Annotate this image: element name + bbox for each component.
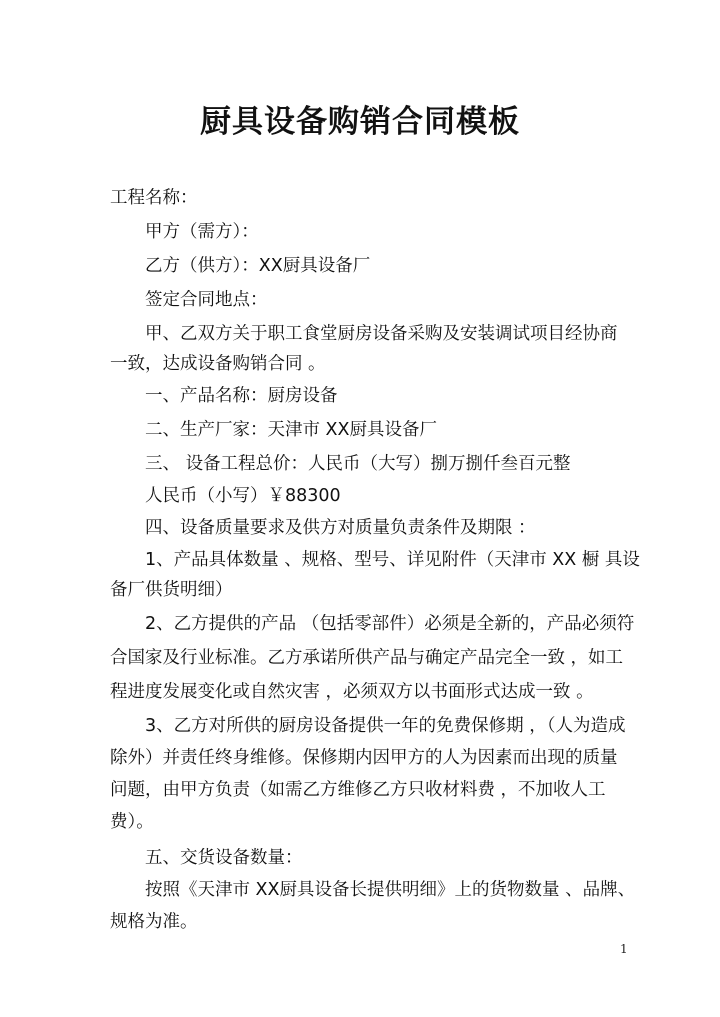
text-line: 五、交货设备数量： <box>145 848 303 868</box>
text-line: 费）。 <box>110 812 154 832</box>
text-line: 规格为准。 <box>110 912 198 932</box>
text-line: 除外）并责任终身维修。保修期内因甲方的人为因素而出现的质量 <box>110 748 618 768</box>
text-line: 2、乙方提供的产品 （包括零部件）必须是全新的，产品必须符 <box>145 614 635 634</box>
text-line: 甲方（需方）： <box>145 222 259 242</box>
page-number: 1 <box>620 942 628 956</box>
text-line: 一、产品名称：厨房设备 <box>145 386 338 406</box>
text-line: 3、乙方对所供的厨房设备提供一年的免费保修期 ，（人为造成 <box>145 716 626 736</box>
text-line: 1、产品具体数量 、规格、型号、详见附件（天津市 XX 橱 具设 <box>145 550 640 570</box>
text-line: 程进度发展变化或自然灾害 ，必须双方以书面形式达成一致 。 <box>110 682 594 702</box>
text-line: 人民币（小写）￥88300 <box>145 486 341 506</box>
text-line: 工程名称： <box>110 188 198 208</box>
text-line: 四、设备质量要求及供方对质量负责条件及期限 ： <box>145 518 536 538</box>
text-line: 二、生产厂家：天津市 XX厨具设备厂 <box>145 420 438 440</box>
text-line: 问题，由甲方负责（如需乙方维修乙方只收材料费 ，不加收人工 <box>110 780 606 800</box>
text-line: 合国家及行业标准。乙方承诺所供产品与确定产品完全一致 ，如工 <box>110 648 624 668</box>
text-line: 甲、乙双方关于职工食堂厨房设备采购及安装调试项目经协商 <box>145 324 618 344</box>
text-line: 乙方（供方）：XX厨具设备厂 <box>145 256 371 276</box>
text-line: 备厂供货明细） <box>110 580 233 600</box>
text-line: 按照《天津市 XX厨具设备长提供明细》上的货物数量 、品牌、 <box>145 880 636 900</box>
text-line: 一致，达成设备购销合同 。 <box>110 354 326 374</box>
text-line: 三、 设备工程总价：人民币（大写）捌万捌仟叁百元整 <box>145 454 571 474</box>
text-line: 签定合同地点： <box>145 290 268 310</box>
document-title: 厨具设备购销合同模板 <box>200 104 520 140</box>
